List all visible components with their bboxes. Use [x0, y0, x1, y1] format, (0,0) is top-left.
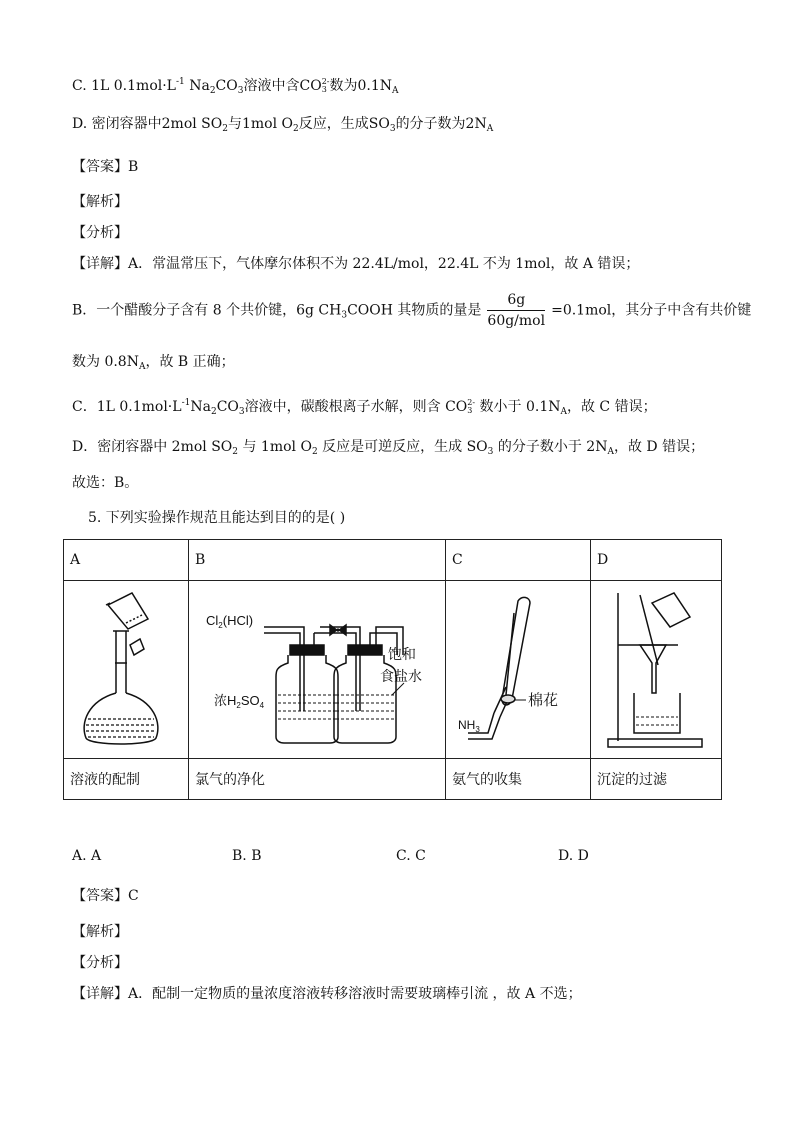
- option-a[interactable]: A. A: [72, 848, 102, 864]
- test-tube-icon: [448, 583, 588, 753]
- q4-detail-a: 【详解】A．常温常压下，气体摩尔体积不为 22.4L/mol，22.4L 不为 1mol，故 A 错误；: [72, 256, 640, 272]
- volumetric-flask-icon: [66, 583, 186, 753]
- svg-text:饱和: 饱和: [388, 646, 416, 663]
- caption-c: 氨气的收集: [446, 759, 591, 800]
- figure-b-gas-washing: [189, 581, 446, 759]
- q4-detail-b-cont: 数为 $0.8N_A$，故 B 正确；: [72, 354, 235, 372]
- q4-detail-b: B．一个醋酸分子含有 8 个共价键，6g $CH_3COOH$ 其物质的量是 $\frac{6g}{\text{60g/mol}}$ =0.1mol，其分子中含有共价键: [72, 292, 752, 329]
- answer-value: C: [128, 888, 139, 904]
- option-d-line: D. 密闭容器中2mol $SO_2$与1mol $O_2$反应，生成$SO_3$的分子数为$2N_A$: [72, 116, 494, 134]
- q4-detail-c: C．1L $0.1mol\cdot L^{-1}Na_2CO_3$溶液中，碳酸根离子水解，则含 CO 2- 3 数小于 $0.1N_A$，故 C 错误；: [72, 398, 657, 417]
- header-d: D: [591, 540, 722, 581]
- q5-table: [63, 539, 722, 800]
- caption-b: 氯气的净化: [189, 759, 446, 800]
- figure-c-ammonia-collection: [446, 581, 591, 759]
- caption-d: 沉淀的过滤: [591, 759, 722, 800]
- q4-fenxi-label: 【分析】: [72, 225, 128, 241]
- option-b[interactable]: B. B: [232, 848, 262, 864]
- svg-text:NH3: $NH_3$: [458, 717, 480, 734]
- option-c[interactable]: C. C: [396, 848, 426, 864]
- q5-detail-a: 【详解】A．配制一定物质的量浓度溶液转移溶液时需要玻璃棒引流 ，故 A 不选；: [72, 986, 582, 1002]
- q5-stem: 5. 下列实验操作规范且能达到目的的是( ): [88, 510, 346, 526]
- caption-a: 溶液的配制: [64, 759, 189, 800]
- q4-conclusion: 故选：B。: [72, 475, 139, 491]
- filtration-icon: [596, 583, 716, 753]
- answer-label: 【答案】: [72, 159, 128, 175]
- figure-d-filtration: [591, 581, 722, 759]
- header-a: A: [64, 540, 189, 581]
- q5-answer: [72, 886, 139, 906]
- q4-detail-d: D．密闭容器中 2mol $SO_2$ 与 1mol $O_2$ 反应是可逆反应，生成 $SO_3$ 的分子数小于 $2N_A$，故 D 错误；: [72, 439, 705, 457]
- q5-fenxi-label: 【分析】: [72, 955, 128, 971]
- answer-value: B: [128, 159, 139, 175]
- figure-a-volumetric-flask: [64, 581, 189, 759]
- option-c-line: C. 1L $0.1mol\cdot L^{-1}$ $Na_2CO_3$溶液中含CO 2- 3 数为$0.1N_A$: [72, 77, 399, 96]
- q5-options: [72, 848, 732, 868]
- answer-label: 【答案】: [72, 888, 128, 904]
- header-c: C: [446, 540, 591, 581]
- svg-text:浓H2SO4: 浓$H_2SO_4$: [214, 692, 265, 710]
- svg-text:Cl2(HCl): $Cl_2(HCl)$: [206, 612, 254, 630]
- q4-analysis-label: 【解析】: [72, 194, 128, 210]
- svg-text:棉花: 棉花: [528, 690, 559, 709]
- fraction: $\frac{6g}{\text{60g/mol}}$: [487, 292, 546, 329]
- header-b: B: [189, 540, 446, 581]
- svg-text:食盐水: 食盐水: [380, 668, 422, 685]
- q4-answer: [72, 157, 138, 177]
- q5-analysis-label: 【解析】: [72, 924, 128, 940]
- option-d[interactable]: D. D: [558, 848, 589, 864]
- gas-washing-bottles-icon: [192, 583, 442, 753]
